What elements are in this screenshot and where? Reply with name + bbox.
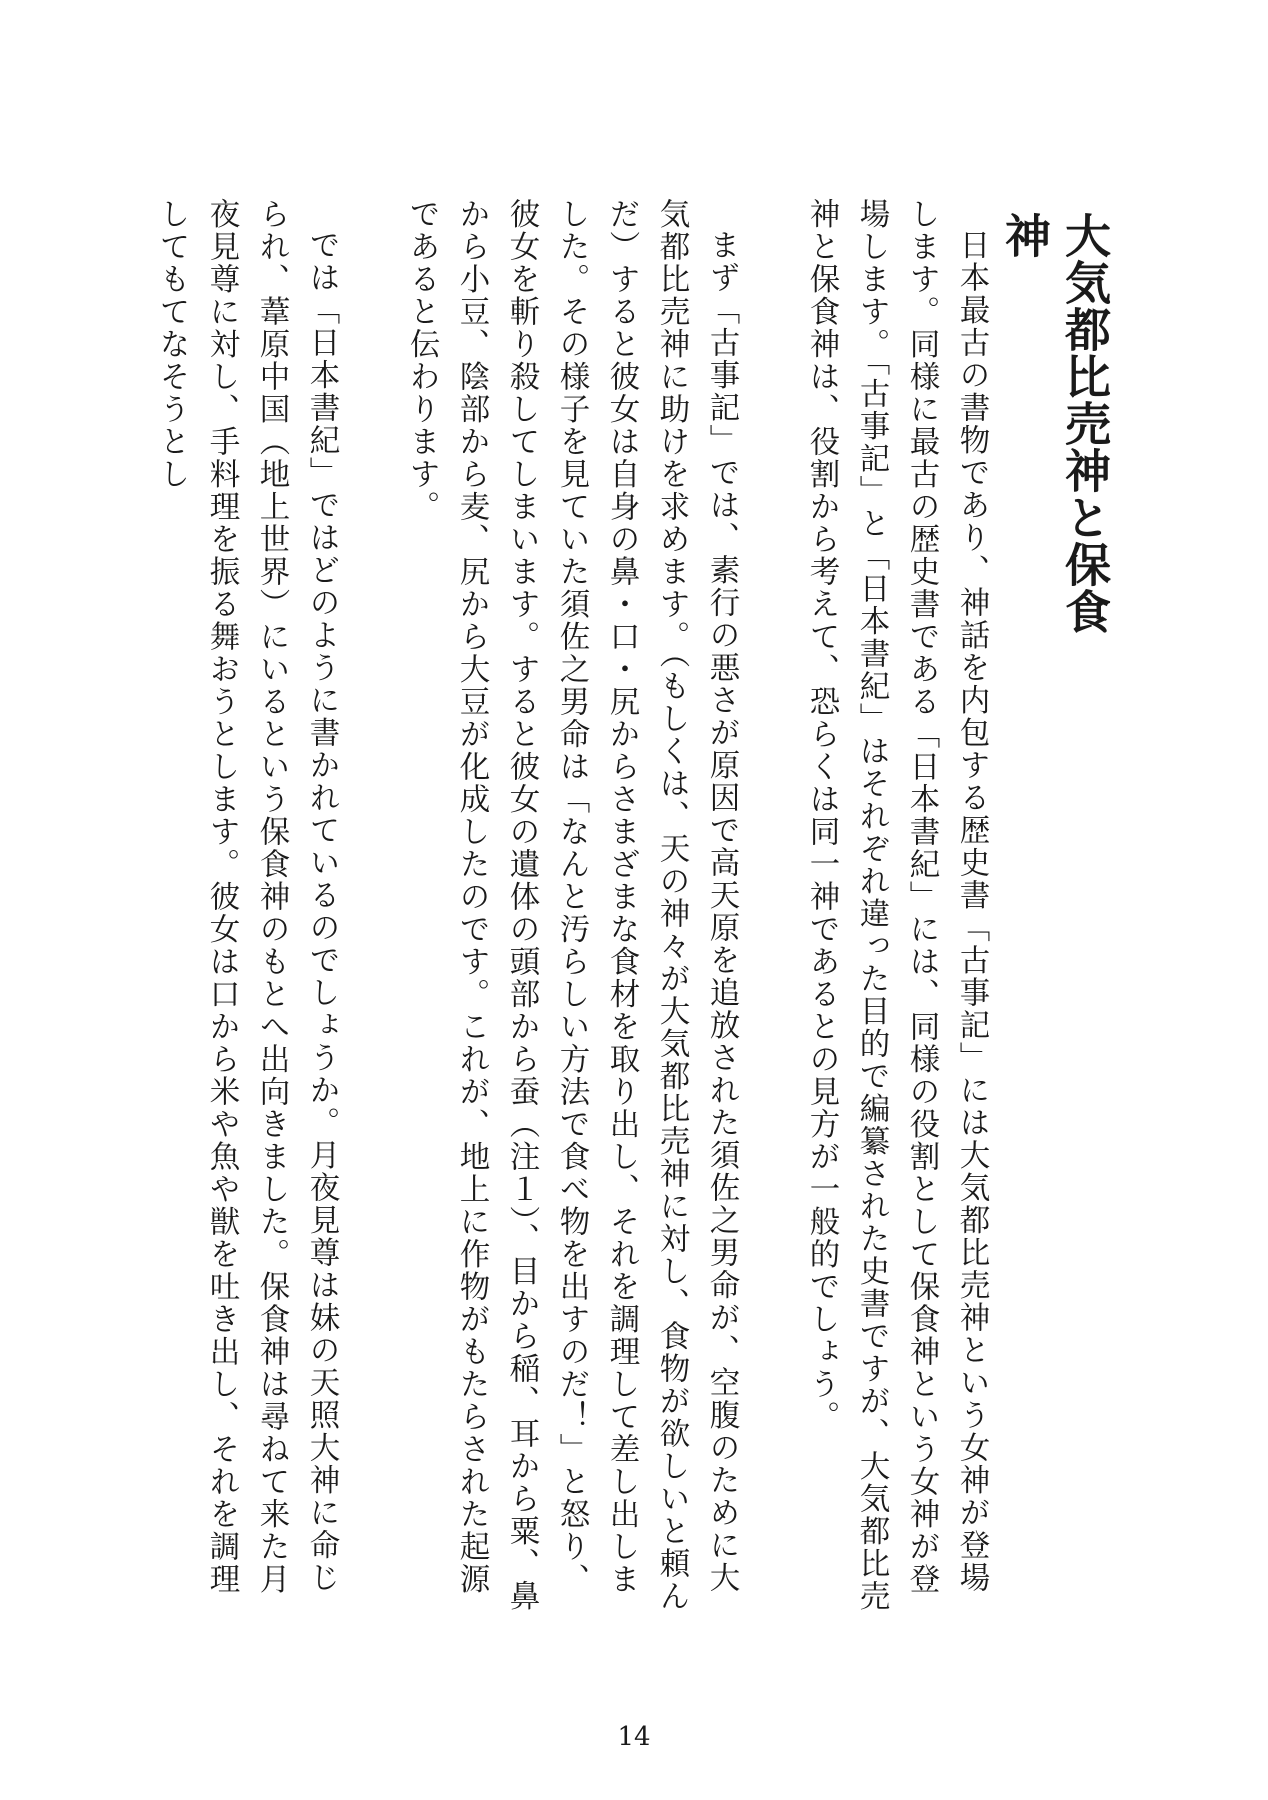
- paragraph-2: まず「古事記」では、素行の悪さが原因で高天原を追放された須佐之男命が、空腹のために大気都比売神に助けを求めます。（もしくは、天の神々が大気都比売神に対し、食物が欲しいと頼んだ）すると彼女は自身の鼻・口・尻からさまざまな食材を取り出し、それを調理して差し出しました。その様子を見ていた須佐之男命は「なんと汚らしい方法で食べ物を出すのだ！」と怒り、彼女を斬り殺してしまいます。すると彼女の遺体の頭部から蚕（注１）、目から稲、耳から粟、鼻から小豆、陰部から麦、尻から大豆が化成したのです。これが、地上に作物がもたらされた起源であると伝わります。: [404, 198, 739, 1613]
- page-number: 14: [617, 1722, 651, 1752]
- paragraph-3: では「日本書紀」ではどのように書かれているのでしょうか。月夜見尊は妹の天照大神に命じられ、葦原中国（地上世界）にいるという保食神のもとへ出向きました。保食神は尋ねて来た月夜見尊に対し、手料理を振る舞おうとします。彼女は口から米や魚や獣を吐き出し、それを調理してもてなそうとし: [154, 198, 339, 1596]
- body-text: [154, 198, 996, 1618]
- chapter-title: 大気都比売神と保食神: [998, 212, 1112, 635]
- paragraph-break: [346, 198, 396, 1618]
- paragraph-break: [746, 198, 796, 1618]
- paragraph-1: 日本最古の書物であり、神話を内包する歴史書「古事記」には大気都比売神という女神が登場します。同様に最古の歴史書である「日本書紀」には、同様の役割として保食神という女神が登場します。「古事記」と「日本書紀」はそれぞれ違った目的で編纂された史書ですが、大気都比売神と保食神は、役割から考えて、恐らくは同一神であるとの見方が一般的でしょう。: [804, 198, 989, 1613]
